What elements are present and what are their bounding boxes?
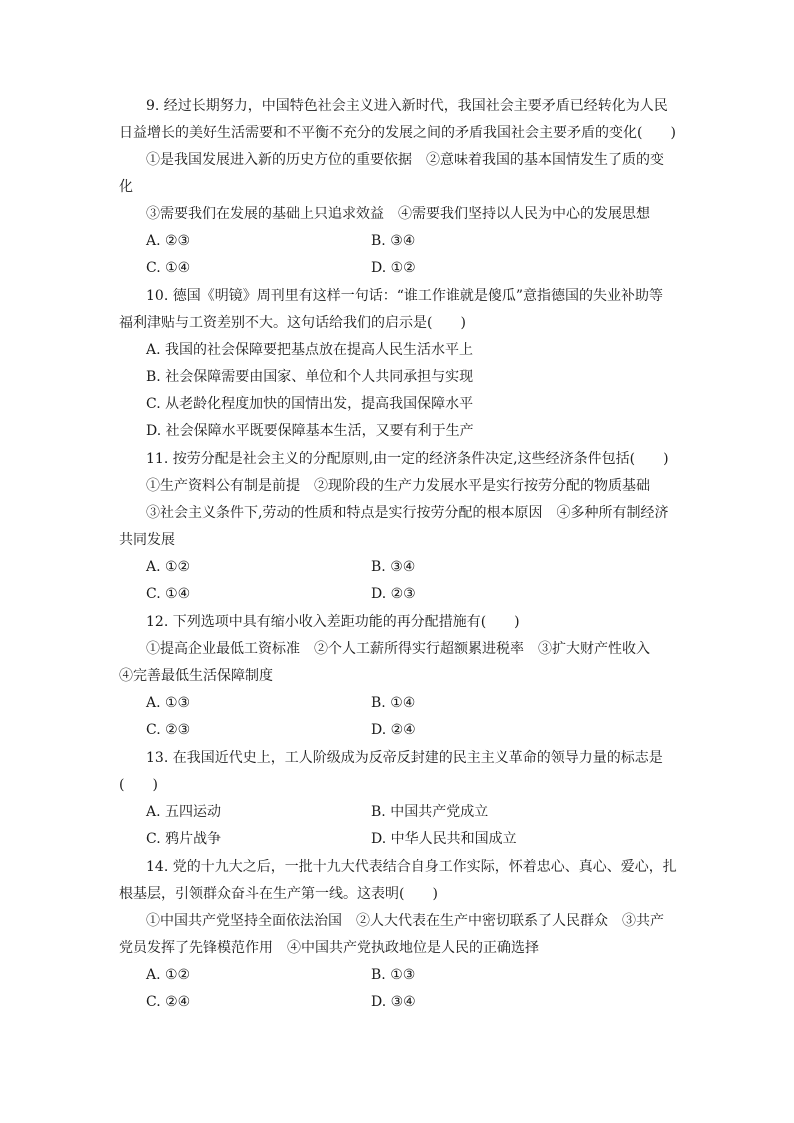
question-stem: 11. 按劳分配是社会主义的分配原则,由一定的经济条件决定,这些经济条件包括( ) (146, 451, 669, 467)
option-c: C. 鸦片战争 (146, 831, 222, 847)
option-c: C. ②③ (146, 722, 191, 738)
question-stem: 10. 德国《明镜》周刊里有这样一句话：“谁工作谁就是傻瓜”意指德国的失业补助等 (146, 288, 664, 304)
option-a: A. 我国的社会保障要把基点放在提高人民生活水平上 (146, 342, 474, 358)
option-d: D. ③④ (371, 994, 416, 1010)
option-a: A. ①② (146, 967, 191, 983)
option-a: A. ②③ (146, 233, 191, 249)
statement-line: ①生产资料公有制是前提 ②现阶段的生产力发展水平是实行按劳分配的物质基础 (146, 478, 650, 494)
question-stem: 根基层，引领群众奋斗在生产第一线。这表明( ) (119, 886, 438, 902)
question-stem: 日益增长的美好生活需要和不平衡不充分的发展之间的矛盾我国社会主要矛盾的变化( ) (119, 125, 676, 141)
option-d: D. ②③ (371, 586, 416, 602)
question-stem: ( ) (119, 777, 158, 793)
option-b: B. 社会保障需要由国家、单位和个人共同承担与实现 (146, 369, 474, 385)
option-a: A. 五四运动 (146, 804, 222, 820)
option-b: B. ①④ (371, 695, 416, 711)
option-d: D. ①② (371, 260, 416, 276)
statement-line: ①是我国发展进入新的历史方位的重要依据 ②意味着我国的基本国情发生了质的变 (146, 152, 664, 168)
option-d: D. ②④ (371, 722, 416, 738)
statement-line: ④完善最低生活保障制度 (119, 668, 273, 684)
option-c: C. 从老龄化程度加快的国情出发，提高我国保障水平 (146, 396, 474, 412)
option-d: D. 中华人民共和国成立 (371, 831, 517, 847)
question-stem: 13. 在我国近代史上，工人阶级成为反帝反封建的民主主义革命的领导力量的标志是 (146, 750, 663, 766)
statement-line: ③社会主义条件下,劳动的性质和特点是实行按劳分配的根本原因 ④多种所有制经济 (146, 505, 669, 521)
option-b: B. ③④ (371, 233, 416, 249)
statement-line: 党员发挥了先锋模范作用 ④中国共产党执政地位是人民的正确选择 (119, 940, 539, 956)
option-c: C. ①④ (146, 260, 191, 276)
option-c: C. ①④ (146, 586, 191, 602)
statement-line: ③需要我们在发展的基础上只追求效益 ④需要我们坚持以人民为中心的发展思想 (146, 206, 650, 222)
option-b: B. 中国共产党成立 (371, 804, 489, 820)
option-d: D. 社会保障水平既要保障基本生活，又要有利于生产 (146, 423, 474, 439)
question-stem: 9. 经过长期努力，中国特色社会主义进入新时代，我国社会主要矛盾已经转化为人民 (146, 98, 668, 114)
option-a: A. ①③ (146, 695, 191, 711)
question-stem: 14. 党的十九大之后，一批十九大代表结合自身工作实际，怀着忠心、真心、爱心，扎 (146, 859, 677, 875)
statement-line: 共同发展 (119, 532, 175, 548)
question-stem: 12. 下列选项中具有缩小收入差距功能的再分配措施有( ) (146, 614, 520, 630)
option-a: A. ①② (146, 559, 191, 575)
statement-line: ①中国共产党坚持全面依法治国 ②人大代表在生产中密切联系了人民群众 ③共产 (146, 913, 664, 929)
option-c: C. ②④ (146, 994, 191, 1010)
question-stem: 福利津贴与工资差别不大。这句话给我们的启示是( ) (119, 315, 466, 331)
option-b: B. ①③ (371, 967, 416, 983)
option-b: B. ③④ (371, 559, 416, 575)
statement-line: 化 (119, 179, 133, 195)
statement-line: ①提高企业最低工资标准 ②个人工薪所得实行超额累进税率 ③扩大财产性收入 (146, 641, 650, 657)
